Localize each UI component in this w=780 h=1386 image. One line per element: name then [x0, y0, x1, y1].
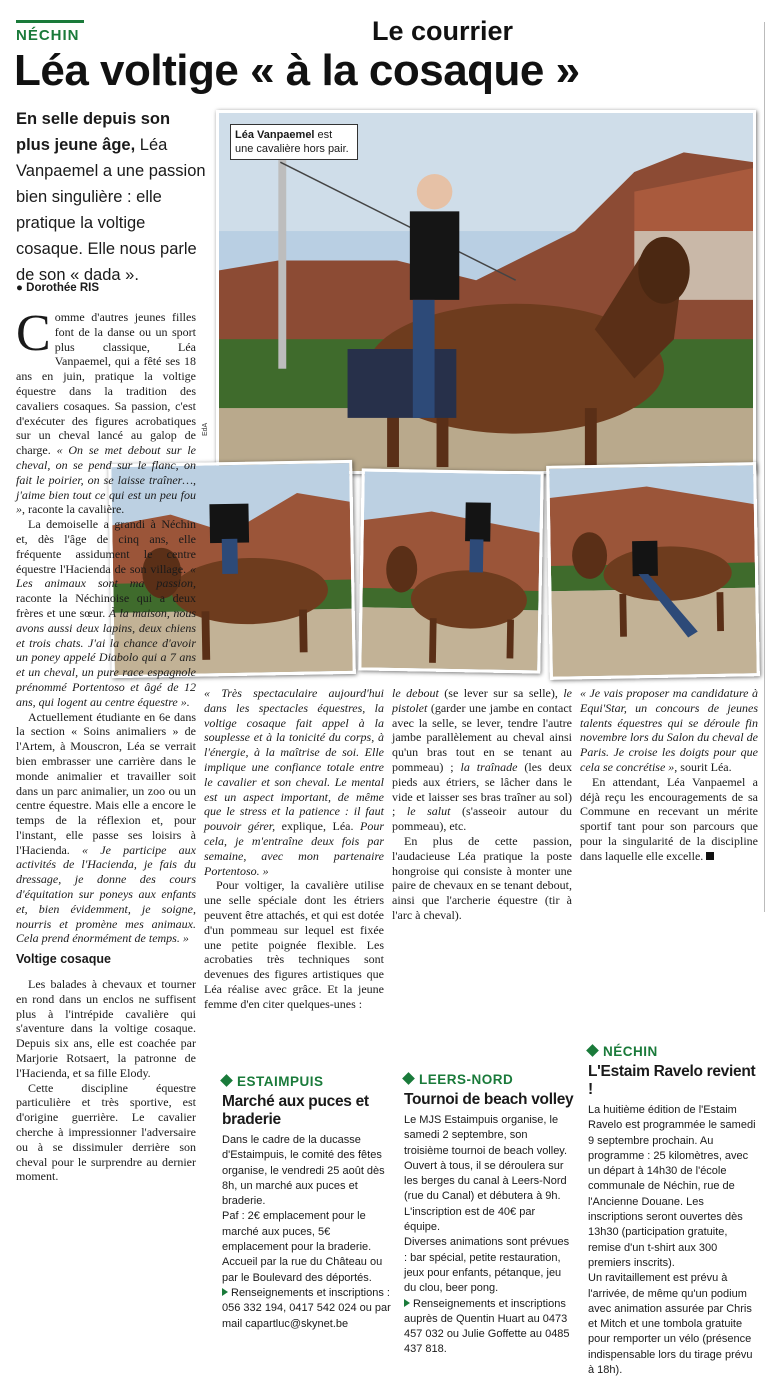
text-p2: La demoiselle a grandi à Néchin et, dès l'âge de cinq ans, elle fréquente assidument le centre équestre l'Hacienda de son village.: [16, 517, 196, 576]
brief-tag-label: NÉCHIN: [603, 1044, 658, 1059]
text-p4: Les balades à chevaux et tourner en rond dans un enclos ne suffisent plus à l'intrépide cavalière qui s'aventure dans la voltige cosaque. Depuis six ans, elle est coachée par Marjorie Rotsaert, la patronne de l'Hacienda, et sa fille Elody.: [16, 977, 196, 1080]
end-of-article-mark: [706, 852, 714, 860]
paragraph-5b: [204, 686, 384, 878]
subheading: Voltige cosaque: [16, 952, 111, 967]
lead-bold: En selle depuis son plus jeune âge,: [16, 110, 171, 154]
paragraph-7b: [580, 686, 758, 775]
newspaper-name: Le courrier: [372, 16, 514, 46]
paragraph-6a: [204, 878, 384, 1011]
paragraph-7a: [392, 834, 572, 923]
quote-5: « Très spectaculaire aujourd'hui dans les spectacles équestres, la voltige cosaque fait appel à la souplesse et à la tonicité du corps, à l'énergie, à la maîtrise de soi. Elle implique une confiance totale entre le cavalier et son cheval. Le mental est un aspect important, de même que le stress et la patience : il faut pouvoir gérer,: [204, 686, 384, 834]
brief-text-1: La huitième édition de l'Estaim Ravelo est programmée le samedi 9 septembre prochain. Au programme : 25 kilomètres, avec un départ à 14h30 de l'école communale de Néchin, rue de l'Ancienne Douane. Les inscriptions seront ouvertes dès 13h30 (participation gratuite, remise d'un t-shirt aux 300 premiers inscrits).: [588, 1104, 756, 1269]
article-headline: Léa voltige « à la cosaque »: [14, 46, 580, 95]
voltige-photo-3: [549, 465, 757, 677]
brief-tag: [222, 1074, 392, 1089]
quote-3: « Je participe aux activités de l'Hacienda, je fais du dressage, je donne des cours d'équitation sur poneys aux enfants et, bien évidemment, je soigne, nourris et promène mes animaux. Cela prend énormément de temps. »: [16, 842, 196, 946]
brief-text-2: Paf : 2€ emplacement pour le marché aux puces, 5€ emplacement pour la braderie.: [222, 1210, 372, 1254]
article-column-3: [392, 686, 572, 923]
brief-contact: [404, 1297, 574, 1358]
section-rubric: NÉCHIN: [16, 20, 84, 44]
paragraph-5a: [16, 1081, 196, 1185]
byline: ● Dorothée RIS: [16, 282, 99, 294]
arrow-icon: [404, 1299, 410, 1307]
figure-trainade: la traînade: [453, 759, 518, 774]
text-p2-mid: raconte la Néchinoise qui a deux frères et une sœur.: [16, 591, 196, 620]
diamond-icon: [402, 1072, 415, 1085]
brief-leers-nord: [404, 1072, 574, 1358]
figure-pistolet-text: (garder une jambe en contact avec la selle, se lever, tendre l'autre jambe parallèlement au cheval ainsi qu'un bras tout en se tenant au pommeau) ;: [392, 700, 572, 774]
brief-tag: [588, 1044, 760, 1059]
brief-tag: [404, 1072, 574, 1087]
photo-sequence-3: [546, 462, 760, 680]
paragraph-2: [16, 517, 196, 709]
text-p1: omme d'autres jeunes filles font de la danse ou un sport plus classique, Léa Vanpaemel, qui a fêté ses 18 ans en juin, pratique la voltige équestre dans la tradition des cavaliers cosaques. Sa passion, c'est d'exécuter des figures acrobatiques sur un cheval lancé au galop de charge.: [16, 310, 196, 458]
figure-debout: le debout: [392, 686, 439, 700]
text-p8: En attendant, Léa Vanpaemel a déjà reçu les encouragements de sa Commune en recevant un mérite sportif tant pour son parcours que pour la singularité de la discipline dans laquelle elle excelle.: [580, 774, 758, 863]
paragraph-3: [16, 710, 196, 947]
brief-title: L'Estaim Ravelo revient !: [588, 1063, 756, 1098]
brief-title: Marché aux puces et braderie: [222, 1093, 369, 1128]
brief-text-3: Accueil par la rue du Château ou par le Boulevard des déportés.: [222, 1256, 383, 1284]
article-column-4: [580, 686, 758, 864]
photo-sequence-2: [358, 468, 543, 673]
text-p5-mid: explique, Léa.: [275, 819, 354, 834]
diamond-icon: [586, 1044, 599, 1057]
brief-body: [588, 1103, 760, 1378]
brief-estaimpuis: [222, 1074, 392, 1332]
brief-title: Tournoi de beach volley: [404, 1091, 574, 1108]
arrow-icon: [222, 1288, 228, 1296]
text-p5: Cette discipline équestre particulière et très sportive, est d'origine guerrière. Le cavalier cherche à impressionner l'adversaire ou à se dissimuler derrière son cheval pour le surprendre au dernier moment.: [16, 1080, 196, 1184]
lead-text: Léa Vanpaemel a une passion bien singulière : elle pratique la voltige cosaque. Elle nous parle de son « dada ».: [16, 136, 206, 284]
photo-credit: EdA: [202, 422, 209, 436]
contact-email: capartluc@skynet.be: [245, 1317, 349, 1330]
paragraph-6b: [392, 686, 572, 834]
quote-2b: À la maison, nous avons aussi deux lapins, deux chiens et trois chats. J'ai la chance d'avoir un poney appelé Diabolo qui a 7 ans et un cheval, un pure race espagnole prénommé Portentoso et âgé de 12 ans, qui logent au centre équestre ».: [16, 605, 196, 709]
caption-text: est une cavalière hors pair.: [235, 129, 349, 155]
text-p7-end: , sourit Léa.: [674, 759, 732, 774]
paragraph-8: [580, 775, 758, 864]
figure-pistolet: le pistolet: [392, 686, 573, 715]
quote-7: « Je vais proposer ma candidature à Equi'Star, un concours de jeunes talents équestres qui se déroule fin novembre lors du Salon du cheval de Paris. Je croise les doigts pour que cela se concrétise »: [580, 686, 758, 774]
caption-name: Léa Vanpaemel: [235, 129, 315, 141]
brief-tag-label: ESTAIMPUIS: [237, 1074, 324, 1089]
paragraph-1: [16, 305, 196, 517]
figure-debout-text: (se lever sur sa selle),: [438, 686, 558, 700]
brief-text-1: Le MJS Estaimpuis organise, le samedi 2 septembre, son troisième tournoi de beach volley. Ouvert à tous, il se déroulera sur les berges du canal à Leers-Nord (rue du Canal) et débutera à 9h. L'inscription est de 40€ par équipe.: [404, 1114, 568, 1234]
voltige-photo-2: [361, 471, 540, 670]
text-p7: En plus de cette passion, l'audacieuse Léa pratique la poste hongroise qui consiste à monter une paire de chevaux en se tenant debout, ainsi que l'archerie équestre (tir à l'arc à cheval).: [392, 833, 572, 922]
brief-tag-label: LEERS-NORD: [419, 1072, 514, 1087]
column-rule: [764, 22, 765, 912]
brief-body: [222, 1133, 392, 1332]
brief-text-2: Un ravitaillement est prévu à l'arrivée, de même qu'un podium avec animation assurée par Chris et Mitch et une tombola gratuite pour remporter un vélo (présence indispensable lors du tirage prévu à 18h).: [588, 1272, 753, 1377]
brief-nechin: [588, 1044, 760, 1378]
contact-text: Renseignements et inscriptions : 056 332 194, 0417 542 024 ou par mail: [222, 1286, 391, 1330]
brief-body: [404, 1113, 574, 1358]
article-column-2: [204, 686, 384, 1012]
quote-1: « On se met debout sur le cheval, on se pend sur le flanc, on fait le poirier, on se laisse traîner…, j'aime bien tout ce qui est un peu fou »: [16, 443, 196, 517]
brief-contact: [222, 1286, 392, 1332]
figure-salut-text: (s'asseoir autour du pommeau), etc.: [392, 804, 572, 834]
contact-text: Renseignements et inscriptions auprès de Quentin Huart au 0473 457 032 ou Julie Goffette au 0485 437 818.: [404, 1297, 570, 1356]
dropcap: C: [16, 305, 51, 362]
figure-trainade-text: (les deux pieds aux étriers, se lâcher dans le vide et laisser ses bras traîner au sol) ;: [392, 759, 572, 819]
main-photo: [216, 110, 756, 474]
text-p3: Actuellement étudiante en 6e dans la section « Soins animaliers » de l'Artem, à Mouscron, Léa se verrait bien embrasser une carrière dans le monde animalier et travailler soit dans un parc animalier, un zoo ou un centre équestre. Mais elle a encore le temps de la réflexion et, pour l'instant, elle passe ses loisirs à l'Hacienda.: [16, 709, 196, 857]
text-p6: Pour voltiger, la cavalière utilise une selle spéciale dont les étriers peuvent être attachés, et qui est dotée d'un pommeau sur lequel est fixée une petite poignée flexible. Les acrobaties très techniques sont devenues des figures artistiques que Léa réalise avec grâce. Et la jeune femme d'en citer quelques-unes :: [204, 878, 384, 1011]
article-column-1: [16, 305, 197, 1184]
diamond-icon: [220, 1074, 233, 1087]
brief-text-2: Diverses animations sont prévues : bar spécial, petite restauration, jeux pour enfants, pétanque, jeu du clou, beer pong.: [404, 1236, 570, 1295]
photo-caption: [230, 124, 358, 160]
figure-salut: le salut: [395, 804, 451, 819]
quote-2: « Les animaux sont ma passion,: [16, 561, 197, 591]
brief-text-1: Dans le cadre de la ducasse d'Estaimpuis, le comité des fêtes organise, le vendredi 25 août dès 8h, un marché aux puces et braderie.: [222, 1134, 385, 1208]
text-p1-end: , raconte la cavalière.: [22, 502, 125, 517]
horse-rider-photo: [219, 113, 753, 471]
author-name: Dorothée RIS: [26, 282, 99, 294]
article-lead: [16, 106, 208, 288]
paragraph-4: [16, 977, 196, 1081]
quote-5b: Pour cela, je m'entraîne deux fois par semaine, avec mon partenaire Portentoso. »: [204, 819, 385, 878]
